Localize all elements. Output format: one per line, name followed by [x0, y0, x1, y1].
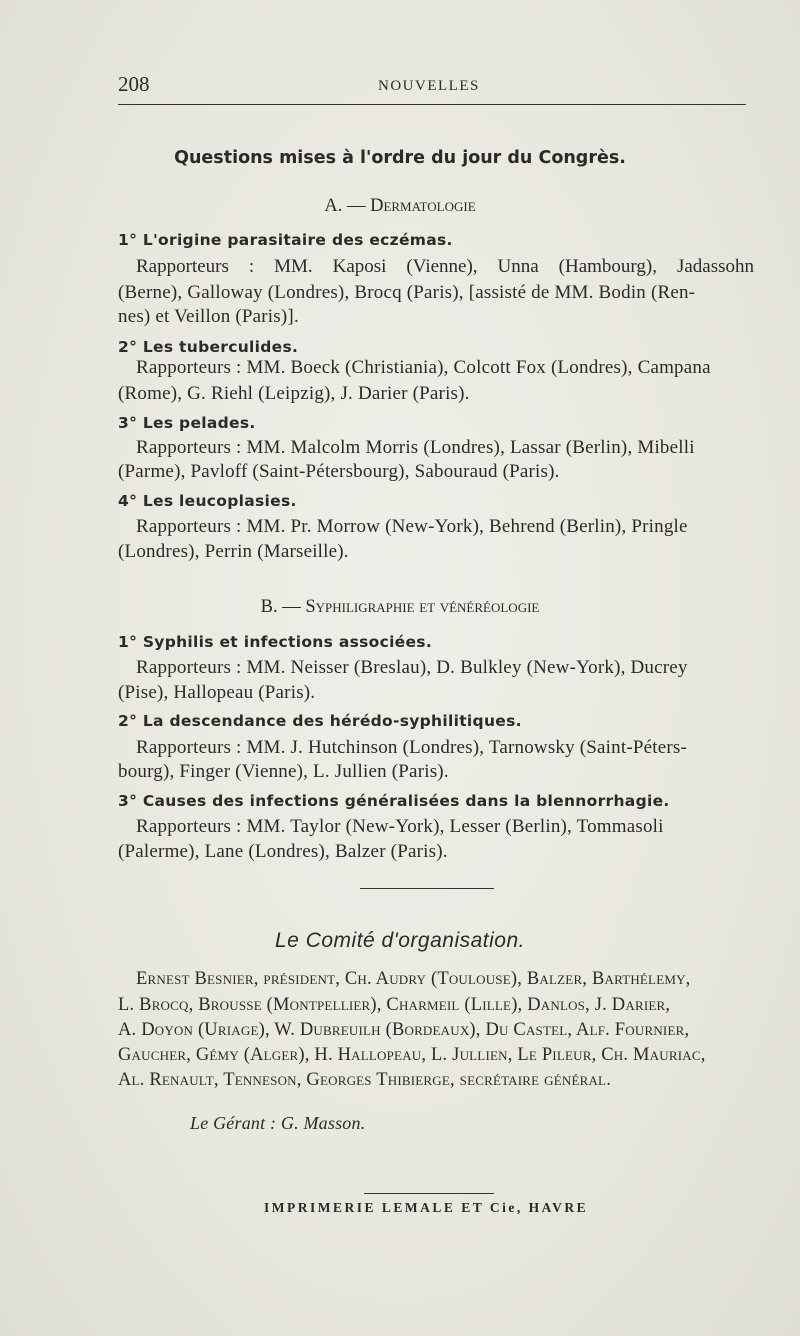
section-a-heading — [0, 196, 800, 217]
section-b-item-3-line-2: (Palerme), Lane (Londres), Balzer (Paris). — [118, 841, 448, 862]
section-a-item-3-line-2: (Parme), Pavloff (Saint-Pétersbourg), Sabouraud (Paris). — [118, 461, 560, 482]
comite-line-4: Gaucher, Gémy (Alger), H. Hallopeau, L. Jullien, Le Pileur, Ch. Mauriac, — [118, 1045, 706, 1065]
section-a-item-2-line-1: Rapporteurs : MM. Boeck (Christiania), Colcott Fox (Londres), Campana — [136, 357, 711, 378]
comite-line-3: A. Doyon (Uriage), W. Dubreuilh (Bordeaux), Du Castel, Alf. Fournier, — [118, 1020, 690, 1040]
section-a-item-2-line-2: (Rome), G. Riehl (Leipzig), J. Darier (Paris). — [118, 383, 470, 404]
main-title: Questions mises à l'ordre du jour du Congrès. — [174, 148, 626, 168]
comite-heading: Le Comité d'organisation. — [275, 929, 525, 952]
running-title: NOUVELLES — [378, 78, 480, 94]
section-a-item-3-line-1: Rapporteurs : MM. Malcolm Morris (Londres), Lassar (Berlin), Mibelli — [136, 437, 695, 458]
imprint-rule — [364, 1193, 494, 1194]
comite-line-2: L. Brocq, Brousse (Montpellier), Charmeil (Lille), Danlos, J. Darier, — [118, 995, 671, 1015]
section-b-heading — [0, 597, 800, 618]
section-b-item-1-label: 1° Syphilis et infections associées. — [118, 633, 433, 651]
section-a-item-1-label: 1° L'origine parasitaire des eczémas. — [118, 231, 453, 249]
page-number: 208 — [118, 72, 150, 96]
section-a-item-1-line-3: nes) et Veillon (Paris)]. — [118, 306, 299, 327]
section-divider — [360, 888, 494, 889]
section-b-item-1-line-2: (Pise), Hallopeau (Paris). — [118, 682, 316, 703]
section-a-heading-text: A. — Dermatologie — [324, 196, 476, 216]
section-a-item-4-line-1: Rapporteurs : MM. Pr. Morrow (New-York), Behrend (Berlin), Pringle — [136, 516, 688, 537]
section-b-item-1-line-1: Rapporteurs : MM. Neisser (Breslau), D. Bulkley (New-York), Ducrey — [136, 657, 688, 678]
section-b-heading-text: B. — Syphiligraphie et vénéréologie — [260, 597, 540, 617]
comite-line-1: Ernest Besnier, président, Ch. Audry (Toulouse), Balzer, Barthélemy, — [136, 969, 691, 989]
section-a-item-1-line-2: (Berne), Galloway (Londres), Brocq (Paris), [assisté de MM. Bodin (Ren- — [118, 282, 696, 303]
section-b-item-3-label: 3° Causes des infections généralisées dans la blennorrhagie. — [118, 792, 670, 810]
section-b-item-3-line-1: Rapporteurs : MM. Taylor (New-York), Lesser (Berlin), Tommasoli — [136, 816, 664, 837]
section-a-item-1-line-1 — [118, 256, 754, 278]
section-a-item-2-label: 2° Les tuberculides. — [118, 338, 299, 356]
section-a-item-4-line-2: (Londres), Perrin (Marseille). — [118, 541, 349, 562]
section-b-item-2-line-2: bourg), Finger (Vienne), L. Jullien (Paris). — [118, 761, 449, 782]
gerant-signature: Le Gérant : G. Masson. — [190, 1113, 366, 1133]
section-b-item-2-label: 2° La descendance des hérédo-syphilitiques. — [118, 712, 522, 730]
section-a-item-3-label: 3° Les pelades. — [118, 414, 256, 432]
line-text: Rapporteurs : MM. Kaposi (Vienne), Unna (Hambourg), Jadassohn — [136, 256, 754, 277]
section-a-item-4-label: 4° Les leucoplasies. — [118, 492, 297, 510]
printer-imprint: IMPRIMERIE LEMALE ET Cie, HAVRE — [264, 1200, 589, 1215]
comite-line-5: Al. Renault, Tenneson, Georges Thibierge, secrétaire général. — [118, 1070, 612, 1090]
section-b-item-2-line-1: Rapporteurs : MM. J. Hutchinson (Londres), Tarnowsky (Saint-Péters- — [136, 737, 688, 758]
header-rule — [118, 104, 746, 105]
